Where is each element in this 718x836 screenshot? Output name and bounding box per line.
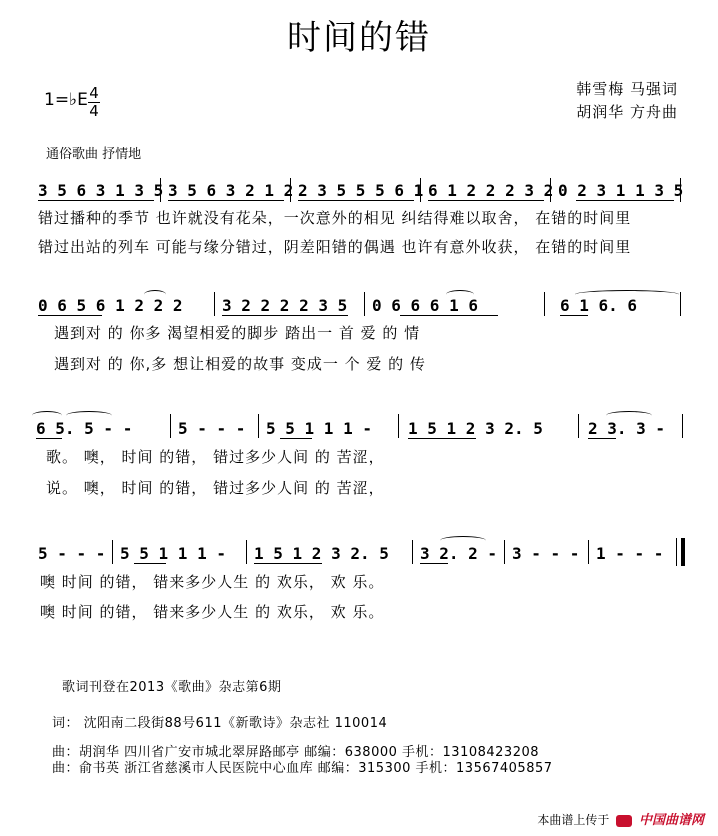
measure: 1 5 1 2 3 2. 5 bbox=[408, 419, 543, 438]
measure: 6 1 6. 6 bbox=[560, 296, 638, 315]
lyrics-verse-1: 遇到对 的 你多 渴望相爱的脚步 踏出一 首 爱 的 情 bbox=[54, 324, 421, 342]
footer-upload-text: 本曲谱上传于 bbox=[537, 813, 610, 827]
footer-credit bbox=[537, 809, 704, 828]
lyrics-verse-1: 歌。 噢， 时间 的错， 错过多少人间 的 苦涩， bbox=[46, 448, 385, 466]
key-signature: 1=♭E bbox=[44, 90, 88, 110]
site-name[interactable]: 中国曲谱网 bbox=[638, 813, 704, 828]
measure: 0 6 5 6 1 2 2 2 bbox=[38, 296, 183, 315]
publication-note: 歌词刊登在2013《歌曲》杂志第6期 bbox=[62, 680, 282, 695]
measure: 0 2 3 1 1 3 5 bbox=[558, 181, 684, 200]
measure: 5 5 1 1 1 - bbox=[266, 419, 372, 438]
lyrics-verse-2: 噢 时间 的错， 错来多少人生 的 欢乐， 欢 乐。 bbox=[40, 603, 385, 621]
time-signature: 4 4 bbox=[89, 84, 99, 120]
lyrics-verse-2: 错过出站的列车 可能与缘分错过，阴差阳错的偶遇 也许有意外收获， 在错的时间里 bbox=[38, 238, 632, 256]
measure: 3 5 6 3 2 1 2 bbox=[168, 181, 294, 200]
style-marking: 通俗歌曲 抒情地 bbox=[46, 147, 142, 162]
lyricists-credit: 韩雪梅 马强词 bbox=[576, 80, 678, 98]
composers-credit: 胡润华 方舟曲 bbox=[576, 103, 678, 121]
lyrics-verse-1: 噢 时间 的错， 错来多少人生 的 欢乐， 欢 乐。 bbox=[40, 573, 385, 591]
measure: 2 3 5 5 5 6 1 bbox=[298, 181, 424, 200]
site-logo-icon bbox=[616, 815, 632, 827]
measure: 5 - - - bbox=[38, 544, 106, 563]
song-title: 时间的错 bbox=[287, 18, 431, 58]
lyrics-verse-2: 说。 噢， 时间 的错， 错过多少人间 的 苦涩， bbox=[46, 479, 385, 497]
composer-contact-1: 曲：胡润华 四川省广安市城北翠屏路邮亭 邮编：638000 手机：13108423208 bbox=[52, 745, 540, 760]
measure: 1 5 1 2 3 2. 5 bbox=[254, 544, 389, 563]
composer-contact-2: 曲：俞书英 浙江省慈溪市人民医院中心血库 邮编：315300 手机：13567405857 bbox=[52, 761, 553, 776]
lyrics-verse-1: 错过播种的季节 也许就没有花朵，一次意外的相见 纠结得难以取舍， 在错的时间里 bbox=[38, 209, 632, 227]
lyrics-verse-2: 遇到对 的 你,多 想让相爱的故事 变成一 个 爱 的 传 bbox=[54, 355, 426, 373]
measure: 6 1 2 2 2 3 2 bbox=[428, 181, 554, 200]
measure: 3 2 2 2 2 3 5 bbox=[222, 296, 348, 315]
measure: 6 5. 5 - - bbox=[36, 419, 133, 438]
measure: 5 - - - bbox=[178, 419, 246, 438]
lyricist-contact: 词： 沈阳南二段街88号611《新歌诗》杂志社 110014 bbox=[52, 716, 388, 731]
measure: 0 6 6 6 1 6 bbox=[372, 296, 478, 315]
measure: 1 - - - bbox=[596, 544, 664, 563]
measure: 2 3. 3 - bbox=[588, 419, 666, 438]
measure: 3 5 6 3 1 3 5 bbox=[38, 181, 164, 200]
measure: 3 - - - bbox=[512, 544, 580, 563]
measure: 3 2. 2 - bbox=[420, 544, 498, 563]
measure: 5 5 1 1 1 - bbox=[120, 544, 226, 563]
